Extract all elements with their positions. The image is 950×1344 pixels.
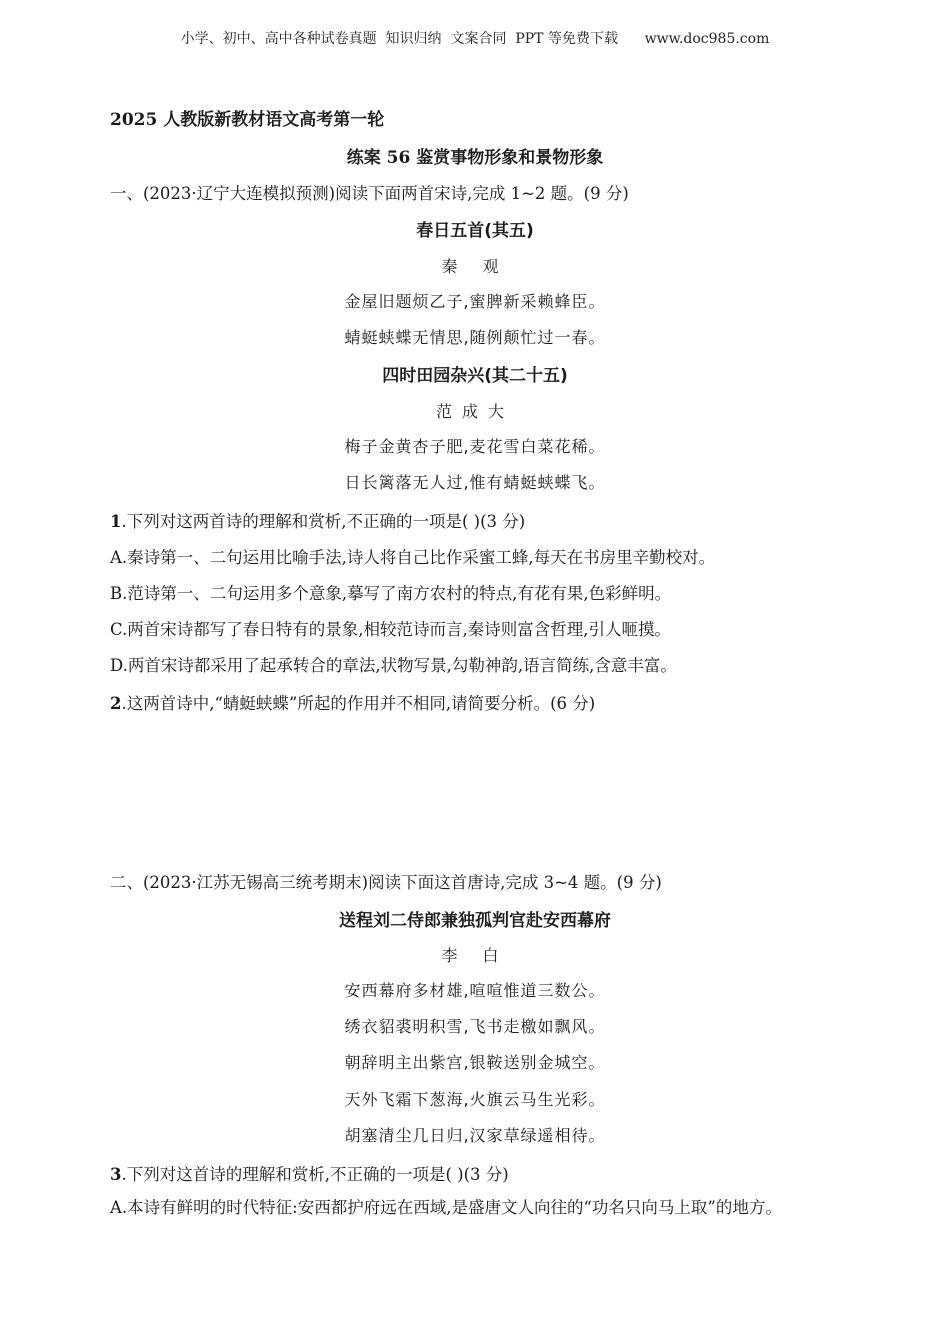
option-c: C.两首宋诗都写了春日特有的景象,相较范诗而言,秦诗则富含哲理,引人咂摸。 xyxy=(110,620,672,639)
question-text: .下列对这两首诗的理解和赏析,不正确的一项是( )(3 分) xyxy=(121,512,526,531)
lesson-title: 练案 56 鉴赏事物形象和景物形象 xyxy=(346,148,604,168)
question-1-stem xyxy=(110,508,525,532)
question-number: 1 xyxy=(110,512,122,531)
poem3-line: 安西幕府多材雄,喧喧惟道三数公。 xyxy=(344,981,606,1000)
poem3-line: 天外飞霜下葱海,火旗云马生光彩。 xyxy=(344,1090,606,1109)
poem3-line: 绣衣貂裘明积雪,飞书走檄如飘风。 xyxy=(344,1017,606,1036)
document-title: 2025 人教版新教材语文高考第一轮 xyxy=(110,110,385,130)
question-text: .下列对这首诗的理解和赏析,不正确的一项是( )(3 分) xyxy=(121,1165,509,1184)
poem2-author: 范成大 xyxy=(435,402,514,421)
poem3-line: 胡塞清尘几日归,汉家草绿遥相待。 xyxy=(344,1126,606,1145)
option-d: D.两首宋诗都采用了起承转合的章法,状物写景,勾勒神韵,语言简练,含意丰富。 xyxy=(110,656,677,675)
section2-heading: 二、(2023·江苏无锡高三统考期末)阅读下面这首唐诗,完成 3~4 题。(9 分) xyxy=(110,873,662,892)
poem1-line: 蜻蜓蛱蝶无情思,随例颠忙过一春。 xyxy=(344,328,606,347)
page-header: 小学、初中、高中各种试卷真题 知识归纳 文案合同 PPT 等免费下载 www.doc985.com xyxy=(180,31,770,47)
question-2-stem xyxy=(110,690,595,714)
question-3-stem xyxy=(110,1161,509,1185)
question-number: 3 xyxy=(110,1165,122,1184)
option-a: A.秦诗第一、二句运用比喻手法,诗人将自己比作采蜜工蜂,每天在书房里辛勤校对。 xyxy=(110,548,716,567)
poem1-title: 春日五首(其五) xyxy=(416,221,534,241)
poem2-line: 梅子金黄杏子肥,麦花雪白菜花稀。 xyxy=(344,437,606,456)
option-a: A.本诗有鲜明的时代特征:安西都护府远在西域,是盛唐文人向往的“功名只向马上取”的地方。 xyxy=(110,1198,782,1217)
poem3-line: 朝辞明主出紫宫,银鞍送别金城空。 xyxy=(344,1053,606,1072)
section1-heading: 一、(2023·辽宁大连模拟预测)阅读下面两首宋诗,完成 1~2 题。(9 分) xyxy=(110,184,629,203)
poem3-title: 送程刘二侍郎兼独孤判官赴安西幕府 xyxy=(339,911,611,931)
poem2-line: 日长篱落无人过,惟有蜻蜓蛱蝶飞。 xyxy=(344,473,606,492)
poem2-title: 四时田园杂兴(其二十五) xyxy=(382,366,568,386)
poem3-author: 李 白 xyxy=(441,946,509,965)
option-b: B.范诗第一、二句运用多个意象,摹写了南方农村的特点,有花有果,色彩鲜明。 xyxy=(110,584,672,603)
question-text: .这两首诗中,“蜻蜓蛱蝶”所起的作用并不相同,请简要分析。(6 分) xyxy=(121,694,596,713)
poem1-author: 秦 观 xyxy=(441,257,509,276)
question-number: 2 xyxy=(110,694,122,713)
poem1-line: 金屋旧题烦乙子,蜜脾新采赖蜂臣。 xyxy=(344,292,606,311)
